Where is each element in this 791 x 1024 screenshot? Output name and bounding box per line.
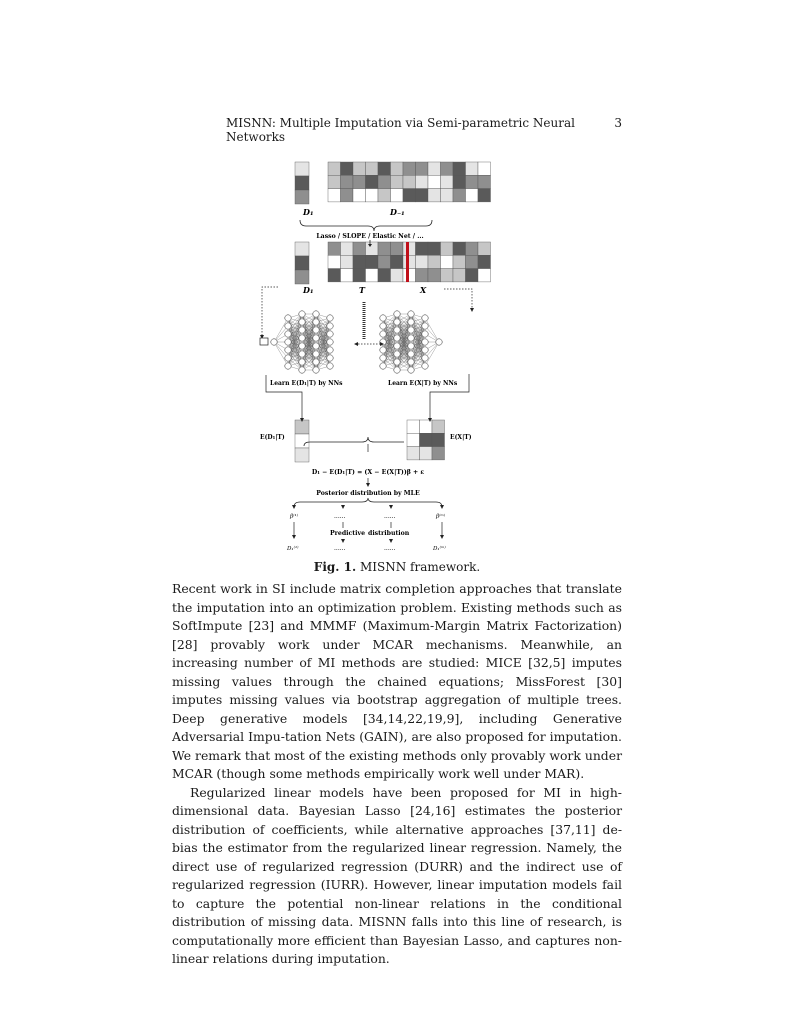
tx-matrix — [341, 269, 354, 282]
dminus1-matrix — [441, 189, 454, 202]
right-net-node — [436, 339, 442, 345]
ext-matrix — [432, 420, 445, 433]
right-net-node — [408, 327, 414, 333]
dots-2: ...... — [384, 513, 396, 520]
neural-networks — [271, 311, 442, 373]
d1-top-label: D₁ — [303, 207, 314, 217]
body-text — [172, 580, 622, 969]
right-net-node — [408, 367, 414, 373]
right-net-node — [394, 367, 400, 373]
left-net-node — [285, 315, 291, 321]
tx-matrix — [366, 242, 379, 255]
t-label: T — [359, 285, 365, 295]
right-net-node — [394, 343, 400, 349]
tx-matrix — [478, 242, 491, 255]
dminus1-matrix — [466, 175, 479, 188]
left-net-node — [299, 319, 305, 325]
left-net-node — [299, 343, 305, 349]
tx-matrix — [353, 242, 366, 255]
tx-matrix — [453, 242, 466, 255]
left-net-node — [285, 347, 291, 353]
right-net-node — [394, 319, 400, 325]
left-net-node — [285, 323, 291, 329]
tx-matrix — [416, 269, 429, 282]
dminus1-matrix — [428, 189, 441, 202]
dminus1-matrix — [341, 162, 354, 175]
right-net-node — [394, 311, 400, 317]
tx-matrix — [353, 269, 366, 282]
tx-matrix — [466, 242, 479, 255]
dminus1-matrix — [453, 162, 466, 175]
ext-matrix — [432, 433, 445, 446]
ext-matrix — [420, 447, 433, 460]
right-net-node — [408, 319, 414, 325]
right-net-node — [380, 315, 386, 321]
regularizer-label: Lasso / SLOPE / Elastic Net / ... — [316, 233, 424, 240]
tx-matrix — [466, 269, 479, 282]
dminus1-matrix — [391, 162, 404, 175]
dminus1-matrix — [416, 189, 429, 202]
tx-matrix — [403, 242, 416, 255]
predictive-label: Predictive — [330, 530, 366, 537]
ext-matrix — [407, 420, 420, 433]
d1-column-mid — [295, 256, 309, 270]
left-net-node — [327, 339, 333, 345]
dminus1-matrix — [466, 189, 479, 202]
tx-matrix — [478, 255, 491, 268]
dots-4: ...... — [384, 545, 396, 552]
left-net-node — [299, 335, 305, 341]
right-net-node — [422, 355, 428, 361]
right-net-node — [408, 359, 414, 365]
left-net-node — [299, 311, 305, 317]
left-net-node — [327, 363, 333, 369]
left-net-node — [299, 327, 305, 333]
right-net-node — [380, 331, 386, 337]
running-head — [172, 116, 622, 144]
tx-matrix — [403, 255, 416, 268]
distribution-label: distribution — [368, 530, 410, 537]
ed1t-column — [295, 448, 309, 462]
ext-matrix — [420, 433, 433, 446]
dminus1-matrix — [328, 162, 341, 175]
d1-column-mid — [295, 242, 309, 256]
tx-matrix — [366, 269, 379, 282]
dminus1-matrix — [478, 175, 491, 188]
ed1t-column — [295, 434, 309, 448]
dminus1-matrix — [378, 175, 391, 188]
dminus1-matrix — [416, 162, 429, 175]
dminus1-matrix — [391, 189, 404, 202]
dminus1-matrix — [378, 162, 391, 175]
right-net-node — [422, 363, 428, 369]
tx-matrix — [416, 255, 429, 268]
dminus1-matrix — [428, 162, 441, 175]
dminus1-matrix — [328, 189, 341, 202]
dminus1-matrix — [391, 175, 404, 188]
misnn-figure — [240, 152, 500, 562]
left-net-node — [285, 331, 291, 337]
left-net-node — [299, 359, 305, 365]
dminus1-matrix — [353, 189, 366, 202]
d1-column-mid — [295, 270, 309, 284]
tx-matrix — [378, 255, 391, 268]
dminus1-matrix — [353, 162, 366, 175]
right-net-node — [422, 323, 428, 329]
dminus1-matrix — [403, 189, 416, 202]
d1-column-top — [295, 176, 309, 190]
dminus1-matrix — [416, 175, 429, 188]
ext-matrix — [407, 433, 420, 446]
left-net-node — [285, 363, 291, 369]
dots-3: ...... — [334, 545, 346, 552]
tx-matrix — [428, 269, 441, 282]
dminus1-matrix — [328, 175, 341, 188]
right-net-node — [408, 343, 414, 349]
ext-label: E(X|T) — [450, 434, 472, 441]
right-net-node — [422, 339, 428, 345]
tx-matrix — [403, 269, 416, 282]
tx-matrix — [328, 255, 341, 268]
right-net-node — [394, 359, 400, 365]
ed1t-column — [295, 420, 309, 434]
posterior-label: Posterior distribution by MLE — [316, 490, 420, 497]
tx-matrix — [341, 255, 354, 268]
caption-text: MISNN framework. — [359, 560, 481, 574]
beta-first: β⁽¹⁾ — [290, 514, 299, 520]
left-net-node — [327, 347, 333, 353]
tx-matrix — [441, 255, 454, 268]
right-net-node — [422, 347, 428, 353]
right-net-node — [422, 315, 428, 321]
tx-matrix — [416, 242, 429, 255]
tx-matrix — [466, 255, 479, 268]
page-number: 3 — [614, 116, 622, 130]
dminus1-label: D₋₁ — [390, 207, 405, 217]
tx-matrix — [378, 269, 391, 282]
left-net-node — [299, 367, 305, 373]
d1-mid-label: D₁ — [303, 285, 314, 295]
tx-matrix — [428, 255, 441, 268]
tx-matrix — [378, 242, 391, 255]
right-net-node — [408, 351, 414, 357]
paragraph-2: Regularized linear models have been proposed for MI in high-dimensional data. Bayesian Lasso [24,16] estimates the posterior distribution of coefficients, while alternative approaches [37,11] de-bias the estimator from the regularized linear regression. Namely, the direct use of regularized regression (DURR) and the indirect use of regularized regression (IURR). However, linear imputation models fail to capture the potential non-linear relations in the conditional distribution of missing data. MISNN falls into this line of research, is computationally more efficient than Bayesian Lasso, and captures non-linear relations during imputation. — [172, 784, 622, 966]
right-net-node — [408, 335, 414, 341]
caption-label: Fig. 1. — [313, 560, 357, 574]
right-net-node — [380, 355, 386, 361]
d1-first: D₁⁽¹⁾ — [287, 546, 299, 552]
dminus1-matrix — [478, 189, 491, 202]
paragraph-1: Recent work in SI include matrix completion approaches that translate the imputation into an optimization problem. Existing methods such as SoftImpute [23] and MMMF (Maximum-Margin Matrix Factorization) [28] provably work under MCAR mechanisms. Meanwhile, an increasing number of MI methods are studied: MICE [32,5] imputes missing values through the chained equations; MissForest [30] imputes missing values via bootstrap aggregation of multiple trees. Deep generative models [34,14,22,19,9], including Generative Adversarial Impu-tation Nets (GAIN), are also proposed for imputation. We remark that most of the existing methods only provably work under MCAR (though some methods empirically work well under MAR). — [172, 581, 622, 781]
right-net-node — [394, 335, 400, 341]
dminus1-matrix — [453, 175, 466, 188]
ed1t-label: E(D₁|T) — [260, 434, 285, 441]
right-net-node — [380, 363, 386, 369]
ext-matrix — [407, 447, 420, 460]
right-net-node — [394, 327, 400, 333]
figure-diagram — [240, 152, 500, 562]
dminus1-matrix — [341, 175, 354, 188]
tx-matrix — [341, 242, 354, 255]
left-net-node — [327, 315, 333, 321]
d1-column-top — [295, 162, 309, 176]
d1-column-top — [295, 190, 309, 204]
tx-matrix — [441, 242, 454, 255]
dminus1-matrix — [466, 162, 479, 175]
dminus1-matrix — [478, 162, 491, 175]
tx-matrix — [366, 255, 379, 268]
dminus1-matrix — [403, 175, 416, 188]
dminus1-matrix — [366, 175, 379, 188]
left-net-node — [327, 331, 333, 337]
tx-matrix — [391, 242, 404, 255]
learn-left-label: Learn E(D₁|T) by NNs — [270, 380, 343, 387]
left-net-node — [327, 355, 333, 361]
tx-matrix — [391, 255, 404, 268]
right-net-node — [380, 323, 386, 329]
d1-last: D₁⁽ᵐ⁾ — [433, 546, 446, 552]
left-net-node — [327, 323, 333, 329]
dminus1-matrix — [403, 162, 416, 175]
right-net-node — [394, 351, 400, 357]
tx-matrix — [328, 269, 341, 282]
right-net-node — [408, 311, 414, 317]
dminus1-matrix — [441, 175, 454, 188]
tx-matrix — [391, 269, 404, 282]
beta-last: β⁽ᵐ⁾ — [436, 514, 446, 520]
tx-matrix — [453, 255, 466, 268]
tx-matrix — [353, 255, 366, 268]
running-title: MISNN: Multiple Imputation via Semi-parametric Neural Networks — [226, 116, 575, 144]
left-net-node — [313, 367, 319, 373]
left-net-node — [313, 319, 319, 325]
dminus1-matrix — [453, 189, 466, 202]
left-net-node — [313, 311, 319, 317]
left-net-node — [299, 351, 305, 357]
dots-1: ...... — [334, 513, 346, 520]
right-net-node — [380, 347, 386, 353]
left-net-node — [271, 339, 277, 345]
learn-right-label: Learn E(X|T) by NNs — [388, 380, 458, 387]
split-marker — [406, 242, 409, 282]
dminus1-matrix — [366, 162, 379, 175]
figure-caption — [172, 560, 622, 574]
tx-matrix — [453, 269, 466, 282]
brace — [300, 220, 432, 231]
tx-matrix — [441, 269, 454, 282]
left-net-node — [285, 355, 291, 361]
dminus1-matrix — [341, 189, 354, 202]
dminus1-matrix — [378, 189, 391, 202]
dminus1-matrix — [353, 175, 366, 188]
left-net-node — [313, 327, 319, 333]
left-net-node — [313, 335, 319, 341]
left-net-node — [313, 343, 319, 349]
tx-matrix — [428, 242, 441, 255]
dminus1-matrix — [366, 189, 379, 202]
tx-matrix — [478, 269, 491, 282]
equation: D₁ − E(D₁|T) = (X − E(X|T))β + ε — [311, 469, 425, 476]
left-net-node — [285, 339, 291, 345]
left-net-node — [313, 351, 319, 357]
dminus1-matrix — [428, 175, 441, 188]
x-label: X — [420, 285, 427, 295]
left-net-node — [313, 359, 319, 365]
ext-matrix — [420, 420, 433, 433]
right-net-node — [422, 331, 428, 337]
ext-matrix — [432, 447, 445, 460]
dminus1-matrix — [441, 162, 454, 175]
tx-matrix — [328, 242, 341, 255]
